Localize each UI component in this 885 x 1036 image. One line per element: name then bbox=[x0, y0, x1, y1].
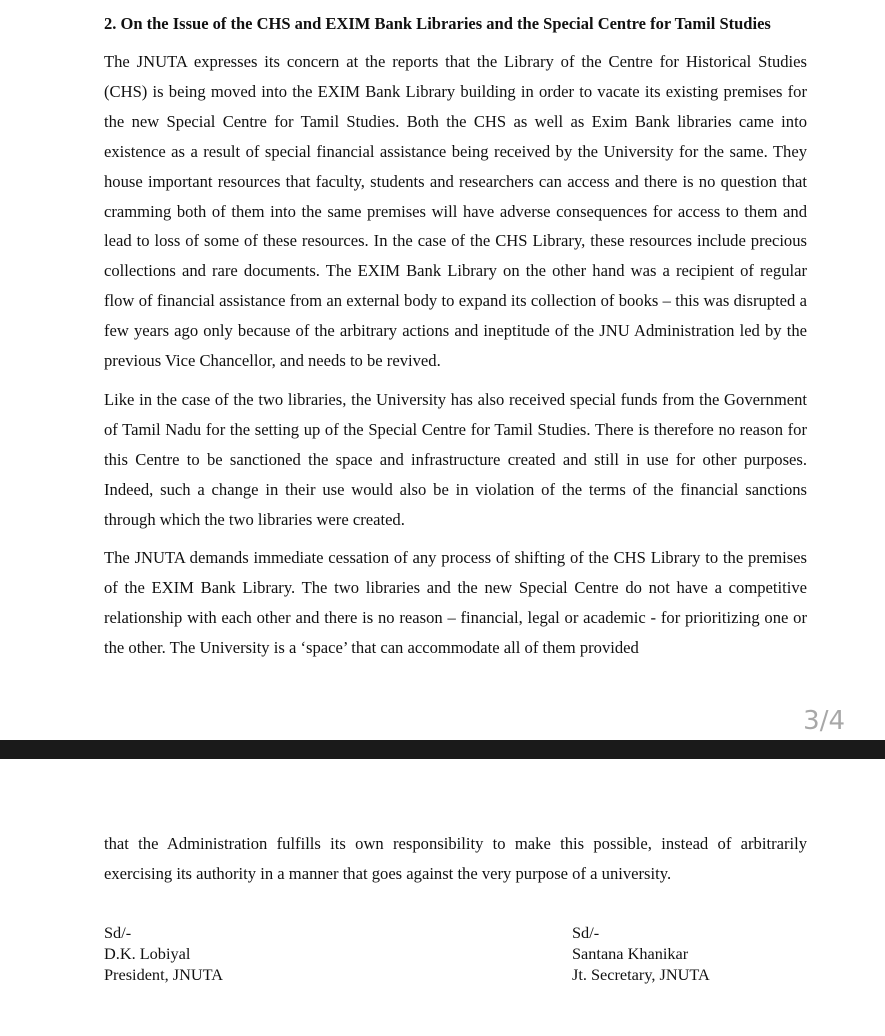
signature-mark: Sd/- bbox=[104, 923, 132, 942]
paragraph-tamil-centre-funds: Like in the case of the two libraries, the University has also received special funds from the Government of Tamil Nadu for the setting up of the Special Centre for Tamil Studies. There is therefore no reason for this Centre to be sanctioned the space and infrastructure created and still in use for other purposes. Indeed, such a change in their use would also be in violation of the terms of the financial sanctions through which the two libraries were created. bbox=[104, 390, 807, 529]
page-indicator: 3/4 bbox=[803, 706, 845, 736]
signature-president bbox=[104, 922, 223, 985]
signatory-title: President, JNUTA bbox=[104, 965, 223, 984]
signatory-title: Jt. Secretary, JNUTA bbox=[572, 965, 710, 984]
signatory-name: D.K. Lobiyal bbox=[104, 944, 191, 963]
paragraph-libraries-concern: The JNUTA expresses its concern at the reports that the Library of the Centre for Historical Studies (CHS) is being moved into the EXIM Bank Library building in order to vacate its existing premises for the new Special Centre for Tamil Studies. Both the CHS as well as Exim Bank libraries came into existence as a result of special financial assistance being received by the University for the same. They house important resources that faculty, students and researchers can access and there is no question that cramming both of them into the same premises will have adverse consequences for access to them and lead to loss of some of these resources. In the case of the CHS Library, these resources include precious collections and rare documents. The EXIM Bank Library on the other hand was a recipient of regular flow of financial assistance from an external body to expand its collection of books – this was disrupted a few years ago only because of the arbitrary actions and ineptitude of the JNU Administration led by the previous Vice Chancellor, and needs to be revived. bbox=[104, 52, 807, 371]
signatory-name: Santana Khanikar bbox=[572, 944, 689, 963]
signature-jt-secretary bbox=[572, 922, 710, 985]
page-divider bbox=[0, 740, 885, 759]
section-heading: 2. On the Issue of the CHS and EXIM Bank Libraries and the Special Centre for Tamil Studies bbox=[104, 14, 771, 33]
paragraph-demand-cessation: The JNUTA demands immediate cessation of any process of shifting of the CHS Library to the premises of the EXIM Bank Library. The two libraries and the new Special Centre do not have a competitive relationship with each other and there is no reason – financial, legal or academic - for prioritizing one or the other. The University is a ‘space’ that can accommodate all of them provided bbox=[104, 548, 807, 657]
paragraph-continuation: that the Administration fulfills its own responsibility to make this possible, instead of arbitrarily exercising its authority in a manner that goes against the very purpose of a university. bbox=[104, 834, 807, 883]
signature-mark: Sd/- bbox=[572, 923, 600, 942]
